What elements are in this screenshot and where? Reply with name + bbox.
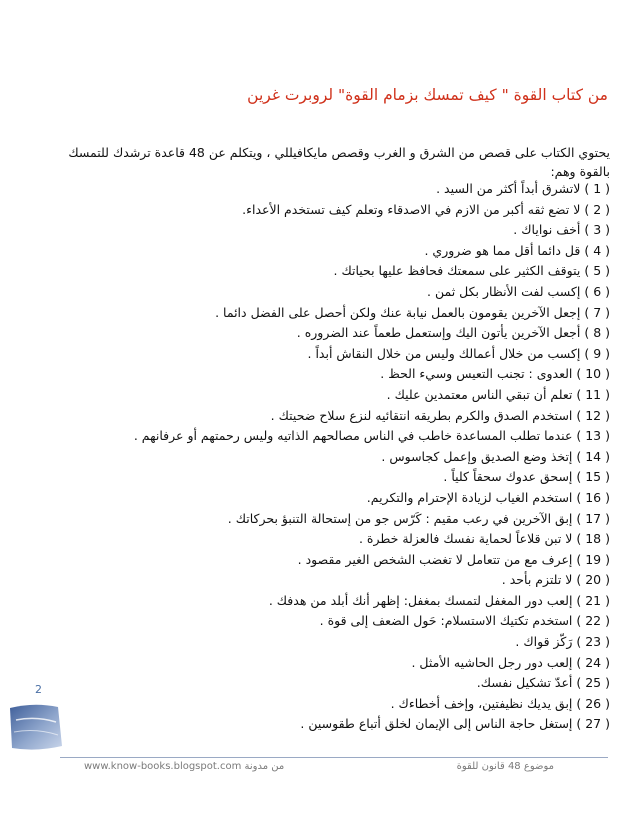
footer-divider xyxy=(60,757,608,758)
footer-blog-label: من مدونة xyxy=(244,761,285,772)
rule-item: ( 18 ) لا تبن قلاعاً لحماية نفسك فالعزلة خطرة . xyxy=(358,531,610,547)
rule-item: ( 4 ) قل دائما أقل مما هو ضروري . xyxy=(424,242,610,258)
rule-item: ( 8 ) أجعل الآخرين يأتون اليك وإستعمل طعماً عند الضروره . xyxy=(296,325,610,341)
rule-item: ( 23 ) رَكّز قواك . xyxy=(515,634,610,650)
rule-item: ( 2 ) لا تضع ثقه أكبر من الازم في الاصدقاء وتعلم كيف تستخدم الأعداء. xyxy=(242,201,610,217)
page-corner-graphic xyxy=(8,702,64,752)
rule-item: ( 14 ) إتخذ وضع الصديق وإعمل كجاسوس . xyxy=(381,448,610,464)
rule-item: ( 6 ) إكسب لفت الأنظار بكل ثمن . xyxy=(427,283,610,299)
intro-paragraph: يحتوي الكتاب على قصص من الشرق و الغرب وقصص مايكافيللي ، ويتكلم عن 48 قاعدة ترشدك للتمسك بالقوة وهم: xyxy=(68,145,610,179)
rule-item: ( 9 ) إكسب من خلال أعمالك وليس من خلال النقاش أبداً . xyxy=(307,345,610,361)
rule-item: ( 16 ) استخدم الغياب لزيادة الإحترام والتكريم. xyxy=(366,489,610,505)
rule-item: ( 13 ) عندما تطلب المساعدة خاطب في الناس مصالحهم الذاتيه وليس رحمتهم أو عرفانهم . xyxy=(133,428,610,444)
rule-item: ( 10 ) العدوى : تجنب التعيس وسيء الحظ . xyxy=(380,366,610,382)
footer-topic: موضوع 48 قانون للقوة xyxy=(456,761,554,772)
rule-item: ( 5 ) يتوقف الكثير على سمعتك فحافظ عليها بحياتك . xyxy=(333,263,610,279)
rule-item: ( 15 ) إسحق عدوك سحقاً كلياً . xyxy=(443,469,610,485)
rule-item: ( 27 ) إستغل حاجة الناس إلى الإيمان لخلق أتباع طقوسين . xyxy=(300,716,610,732)
rule-item: ( 19 ) إعرف مع من تتعامل لا تغضب الشخص الغير مقصود . xyxy=(297,551,610,567)
rule-item: ( 21 ) إلعب دور المغفل لتمسك بمغفل: إظهر أنك أبلد من هدفك . xyxy=(268,592,610,608)
rule-item: ( 25 ) أعدّ تشكيل نفسك. xyxy=(476,675,610,691)
footer-blog-url[interactable]: www.know-books.blogspot.com xyxy=(84,761,242,772)
rule-item: ( 3 ) أخف نواياك . xyxy=(513,222,610,238)
rule-item: ( 12 ) استخدم الصدق والكرم بطريقه انتقائيه لنزع سلاح ضحيتك . xyxy=(270,407,610,423)
rule-item: ( 11 ) تعلم أن تبقي الناس معتمدين عليك . xyxy=(386,386,610,402)
rule-item: ( 26 ) إبق يديك نظيفتين، وإخف أخطاءك . xyxy=(390,695,610,711)
rules-list xyxy=(30,179,610,735)
rule-item: ( 20 ) لا تلتزم بأحد . xyxy=(501,572,610,588)
page-number: 2 xyxy=(35,683,42,696)
rule-item: ( 7 ) إجعل الآخرين يقومون بالعمل نيابة عنك ولكن أحصل على الفضل دائما . xyxy=(215,304,610,320)
footer-blog xyxy=(84,761,284,772)
rule-item: ( 1 ) لاتشرق أبداً أكثر من السيد . xyxy=(436,181,610,196)
rule-item: ( 24 ) إلعب دور رجل الحاشيه الأمثل . xyxy=(411,654,610,670)
rule-item: ( 17 ) إبق الآخرين في رعب مقيم : كَرّس جو من إستحالة التنبؤ بحركاتك . xyxy=(227,510,610,526)
document-title: من كتاب القوة " كيف تمسك بزمام القوة" لروبرت غرين xyxy=(247,86,608,104)
rule-item: ( 22 ) استخدم تكتيك الاستسلام: حَول الضعف إلى قوة . xyxy=(319,613,610,629)
